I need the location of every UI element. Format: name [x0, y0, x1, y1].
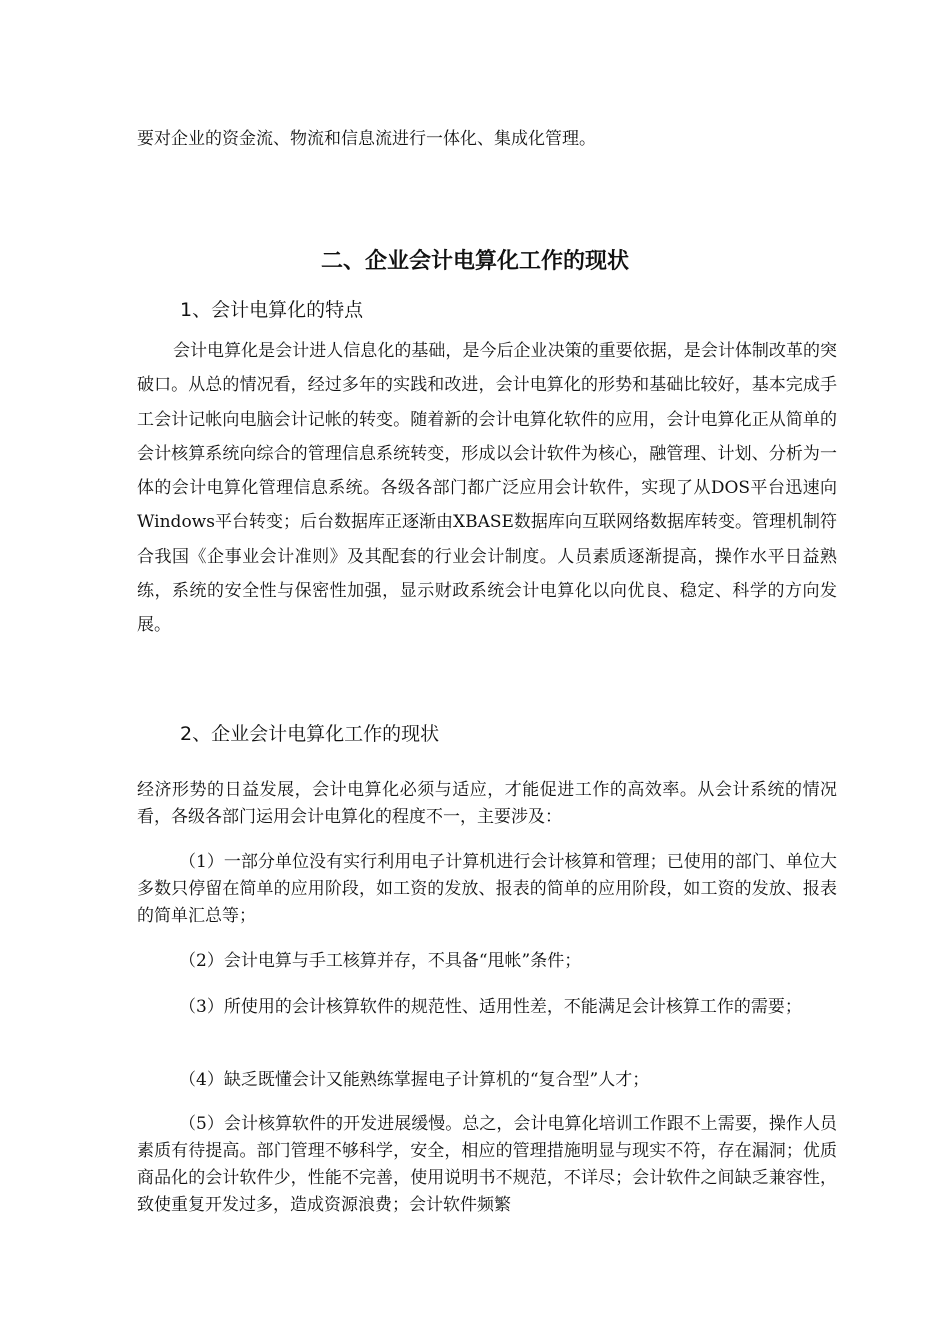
section-title: 二、企业会计电算化工作的现状 — [320, 249, 629, 274]
list-item: （2）会计电算与手工核算并存，不具备“甩帐”条件； — [179, 951, 582, 971]
list-item: （4）缺乏既懂会计又能熟练掌握电子计算机的“复合型”人才； — [179, 1070, 650, 1090]
list-item: （1）一部分单位没有实行利用电子计算机进行会计核算和管理；已使用的部门、单位大多数只停留在简单的应用阶段，如工资的发放、报表的简单的应用阶段，如工资的发放、报表的简单汇总等； — [137, 852, 837, 926]
list-item: （5）会计核算软件的开发进展缓慢。总之，会计电算化培训工作跟不上需要，操作人员素质有待提高。部门管理不够科学，安全，相应的管理措施明显与现实不符，存在漏洞；优质商品化的会计软件少，性能不完善，使用说明书不规范，不详尽；会计软件之间缺乏兼容性，致使重复开发过多，造成资源浪费；会计软件频繁 — [137, 1114, 837, 1215]
intro-line: 要对企业的资金流、物流和信息流进行一体化、集成化管理。 — [137, 129, 596, 149]
subsection-paragraph-2: 经济形势的日益发展，会计电算化必须与适应，才能促进工作的高效率。从会计系统的情况看，各级各部门运用会计电算化的程度不一，主要涉及： — [137, 780, 837, 827]
subsection-heading-1: 1、会计电算化的特点 — [180, 299, 364, 321]
subsection-paragraph-1: 会计电算化是会计进人信息化的基础，是今后企业决策的重要依据，是会计体制改革的突破口。从总的情况看，经过多年的实践和改进，会计电算化的形势和基础比较好，基本完成手工会计记帐向电脑会计记帐的转变。随着新的会计电算化软件的应用，会计电算化正从简单的会计核算系统向综合的管理信息系统转变，形成以会计软件为核心，融管理、计划、分析为一体的会计电算化管理信息系统。各级各部门都广泛应用会计软件，实现了从DOS平台迅速向Windows平台转变；后台数据库正逐渐由XBASE数据库向互联网络数据库转变。管理机制符合我国《企事业会计准则》及其配套的行业会计制度。人员素质逐渐提高，操作水平日益熟练，系统的安全性与保密性加强，显示财政系统会计电算化以向优良、稳定、科学的方向发展。 — [137, 341, 837, 636]
subsection-heading-2: 2、企业会计电算化工作的现状 — [180, 723, 440, 745]
list-item: （3）所使用的会计核算软件的规范性、适用性差，不能满足会计核算工作的需要； — [179, 997, 802, 1017]
